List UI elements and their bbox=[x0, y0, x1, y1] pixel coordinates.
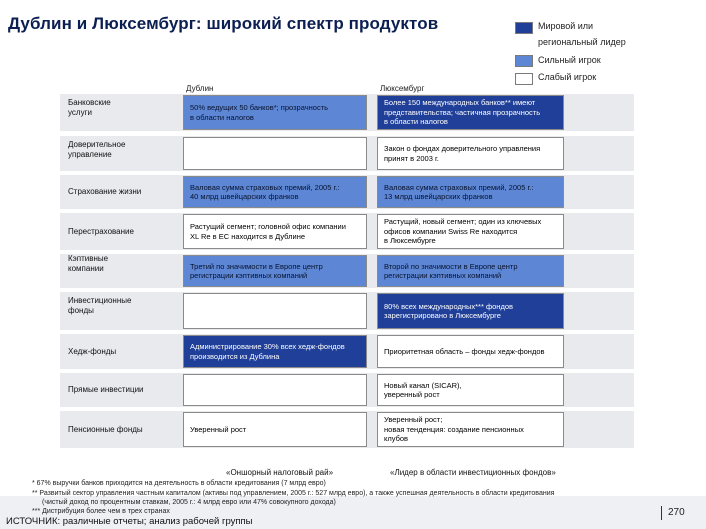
legend-swatch-leader bbox=[515, 22, 533, 34]
cell-text bbox=[384, 262, 518, 281]
row-label-line: Страхование жизни bbox=[68, 187, 142, 196]
row-label-line: услуги bbox=[68, 108, 92, 117]
cell-text bbox=[384, 381, 462, 400]
cell-luxembourg bbox=[377, 374, 564, 406]
cell-text bbox=[384, 144, 540, 163]
cell-text-line: Второй по значимости в Европе центр bbox=[384, 261, 518, 271]
footnote-2: ** Развитый сектор управления частным капиталом (активы под управлением, 2005 г.: 527 млрд евро), а также успешная деятельность в области кредитования bbox=[32, 490, 555, 497]
row-label-line: Прямые инвестиции bbox=[68, 385, 144, 394]
footnote-4: *** Дистрибуция более чем в трех странах bbox=[32, 508, 170, 515]
cell-dublin bbox=[183, 293, 367, 329]
row-label-line: Хедж-фонды bbox=[68, 346, 117, 356]
cell-text bbox=[190, 222, 346, 241]
row-label bbox=[68, 296, 131, 316]
cell-text-line: Новый канал (SICAR), bbox=[384, 380, 462, 390]
cell-dublin bbox=[183, 412, 367, 447]
cell-luxembourg bbox=[377, 137, 564, 170]
cell-text-line: клубов bbox=[384, 434, 409, 444]
row-label bbox=[68, 347, 116, 357]
cell-text bbox=[384, 183, 533, 202]
page-number-divider bbox=[661, 506, 662, 520]
page-number: 270 bbox=[668, 507, 685, 518]
cell-luxembourg bbox=[377, 335, 564, 368]
cell-text bbox=[384, 415, 524, 444]
cell-text-line: в области налогов bbox=[190, 112, 254, 122]
cell-text-line: Третий по значимости в Европе центр bbox=[190, 261, 323, 271]
cell-text-line: Валовая сумма страховых премий, 2005 г.: bbox=[384, 182, 534, 192]
cell-dublin bbox=[183, 255, 367, 287]
cell-luxembourg bbox=[377, 95, 564, 130]
cell-text-line: производится из Дублина bbox=[190, 351, 280, 361]
footnote-1: * 67% выручки банков приходится на деятельность в области кредитования (7 млрд евро) bbox=[32, 480, 326, 487]
row-label-line: Пенсионные фонды bbox=[68, 424, 143, 434]
cell-dublin bbox=[183, 335, 367, 368]
cell-text-line: новая тенденция: создание пенсионных bbox=[384, 424, 524, 434]
row-label-line: фонды bbox=[68, 306, 94, 315]
cell-text-line: принят в 2003 г. bbox=[384, 153, 439, 163]
cell-dublin bbox=[183, 214, 367, 249]
legend-swatch-strong bbox=[515, 55, 533, 67]
row-label bbox=[68, 187, 141, 197]
cell-text-line: Уверенный рост; bbox=[384, 415, 443, 425]
cell-luxembourg bbox=[377, 255, 564, 287]
summary-luxembourg: «Лидер в области инвестиционных фондов» bbox=[390, 468, 556, 477]
cell-text-line: Валовая сумма страховых премий, 2005 г.: bbox=[190, 182, 340, 192]
cell-text-line: Администрирование 30% всех хедж-фондов bbox=[190, 342, 345, 351]
legend-label-leader-1: Мировой или bbox=[538, 21, 594, 31]
cell-text-line: Уверенный рост bbox=[190, 424, 247, 434]
cell-text-line: в Люксембурге bbox=[384, 236, 436, 246]
cell-text bbox=[190, 342, 345, 361]
row-label-line: Кэптивные bbox=[68, 254, 109, 263]
footnote-3: (чистый доход по процентным ставкам, 2005 г.: 4 млрд евро или 47% совокупного дохода) bbox=[42, 499, 336, 506]
row-label-line: компании bbox=[68, 264, 104, 273]
cell-text bbox=[384, 217, 541, 246]
cell-text-line: Более 150 международных банков** имеют bbox=[384, 98, 536, 108]
cell-text bbox=[384, 347, 544, 357]
cell-dublin bbox=[183, 374, 367, 406]
cell-text-line: представительства; частичная прозрачность bbox=[384, 107, 541, 117]
row-label-line: Перестрахование bbox=[68, 226, 134, 236]
row-label bbox=[68, 140, 125, 160]
cell-text-line: Приоритетная область – фонды хедж-фондов bbox=[384, 346, 545, 356]
cell-dublin bbox=[183, 176, 367, 208]
cell-text-line: 40 млрд швейцарских франков bbox=[190, 192, 299, 201]
cell-text bbox=[190, 103, 328, 122]
legend-label-leader-2: региональный лидер bbox=[538, 37, 626, 47]
cell-text-line: офисов компании Swiss Re находится bbox=[384, 226, 518, 236]
cell-text-line: Растущий, новый сегмент; один из ключевых bbox=[384, 217, 542, 227]
cell-dublin bbox=[183, 95, 367, 130]
cell-text-line: 50% ведущих 50 банков*; прозрачность bbox=[190, 103, 329, 112]
legend-swatch-weak bbox=[515, 73, 533, 85]
cell-text-line: уверенный рост bbox=[384, 390, 440, 399]
legend-label-strong: Сильный игрок bbox=[538, 55, 601, 65]
column-header-luxembourg: Люксембург bbox=[380, 84, 425, 93]
cell-dublin bbox=[183, 137, 367, 170]
cell-text-line: Растущий сегмент; головной офис компании bbox=[190, 222, 346, 231]
cell-luxembourg bbox=[377, 412, 564, 447]
cell-text-line: XL Re в ЕС находится в Дублине bbox=[190, 231, 306, 241]
cell-luxembourg bbox=[377, 176, 564, 208]
row-label bbox=[68, 227, 134, 237]
cell-luxembourg bbox=[377, 214, 564, 249]
row-label bbox=[68, 98, 111, 118]
cell-text-line: 13 млрд швейцарских франков bbox=[384, 192, 493, 201]
cell-text-line: в области налогов bbox=[384, 117, 448, 127]
cell-text-line: регистрации кэптивных компаний bbox=[190, 271, 308, 280]
cell-text-line: зарегистрировано в Люксембурге bbox=[384, 311, 501, 320]
row-label-line: Доверительное bbox=[68, 140, 126, 149]
cell-text-line: регистрации кэптивных компаний bbox=[384, 271, 502, 280]
cell-text bbox=[190, 425, 246, 435]
row-label-line: Инвестиционные bbox=[68, 296, 132, 305]
row-label bbox=[68, 385, 144, 395]
legend-label-weak: Слабый игрок bbox=[538, 72, 597, 82]
cell-text-line: 80% всех международных*** фондов bbox=[384, 301, 513, 311]
cell-text bbox=[384, 302, 513, 321]
row-label-line: Банковские bbox=[68, 98, 111, 107]
cell-text-line: Закон о фондах доверительного управления bbox=[384, 144, 541, 153]
cell-text bbox=[384, 98, 540, 127]
summary-dublin: «Оншорный налоговый рай» bbox=[226, 468, 334, 477]
column-header-dublin: Дублин bbox=[186, 84, 214, 93]
row-label bbox=[68, 254, 108, 274]
source-note: ИСТОЧНИК: различные отчеты; анализ рабочей группы bbox=[6, 516, 253, 527]
row-label-line: управление bbox=[68, 150, 112, 159]
cell-text bbox=[190, 183, 339, 202]
row-label bbox=[68, 425, 143, 435]
cell-luxembourg bbox=[377, 293, 564, 329]
cell-text bbox=[190, 262, 323, 281]
page-title: Дублин и Люксембург: широкий спектр продуктов bbox=[8, 14, 439, 33]
